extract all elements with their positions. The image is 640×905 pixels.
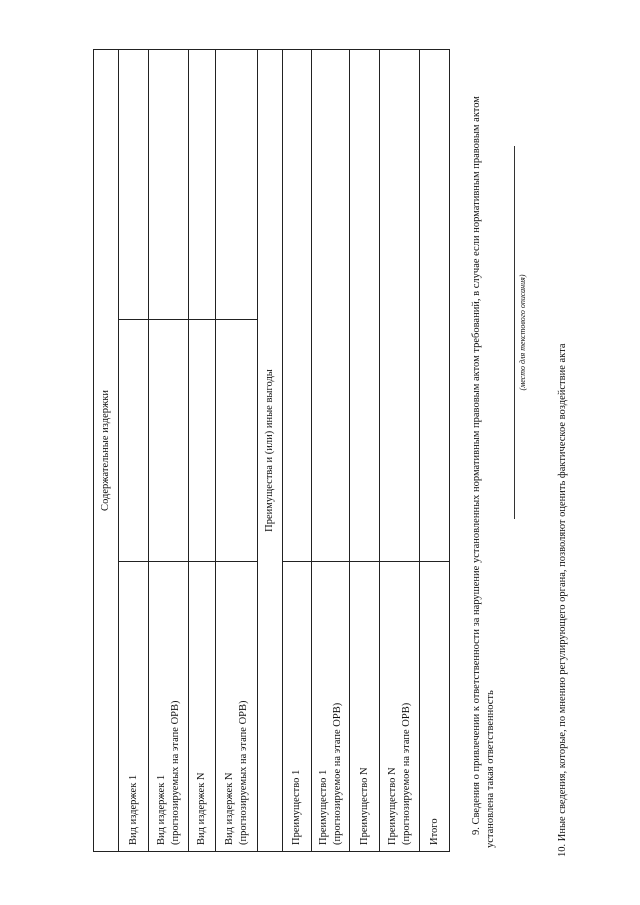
cost-row-label (216, 562, 258, 852)
table-row (189, 49, 216, 851)
table-cell (119, 49, 149, 319)
benefit-row-label: Преимущество 1 (283, 562, 312, 852)
table-cell (149, 320, 189, 562)
table-row (149, 49, 189, 851)
cost-row-label-line1: Вид издержек 1 (156, 774, 168, 845)
table-row (283, 49, 312, 851)
table-cell (312, 49, 350, 561)
benefit-row-label-line2: (прогнозируемое на этапе ОРВ) (400, 702, 412, 845)
cost-row-label-line2: (прогнозируемых на этапе ОРВ) (169, 700, 181, 845)
benefit-row-label-line1: Преимущество N (387, 767, 399, 845)
table-cell (189, 49, 216, 319)
table-row (119, 49, 149, 851)
total-row (420, 49, 450, 851)
total-label: Итого (420, 562, 450, 852)
benefit-row-label-line1: Преимущество 1 (318, 769, 330, 845)
table-cell (350, 49, 380, 561)
benefits-header-row (258, 49, 283, 851)
section-9-caption: (место для текстового описания) (518, 274, 527, 391)
table-cell (149, 49, 189, 319)
cost-row-label: Вид издержек N (189, 562, 216, 852)
table-cell (283, 49, 312, 561)
table-cell (189, 320, 216, 562)
table-row (216, 49, 258, 851)
table-cell (216, 49, 258, 319)
table-row (380, 49, 420, 851)
benefit-row-label (380, 562, 420, 852)
table-cell (216, 320, 258, 562)
table-cell (420, 49, 450, 561)
table-row (350, 49, 380, 851)
table-row (312, 49, 350, 851)
costs-header: Содержательные издержки (94, 49, 119, 851)
costs-header-row (94, 49, 119, 851)
table-cell (119, 320, 149, 562)
cost-row-label-line1: Вид издержек N (224, 772, 236, 845)
benefit-row-label-line2: (прогнозируемое на этапе ОРВ) (331, 702, 343, 845)
costs-benefits-table (93, 49, 450, 852)
section-9-text: 9. Сведения о привлечении к ответственности за нарушение установленных нормативным правовым актом требований, в случае если нормативным правовым актом установлена такая ответственность (471, 96, 496, 848)
benefits-header: Преимущества и (или) иные выгоды (258, 49, 283, 851)
benefit-row-label (312, 562, 350, 852)
benefit-row-label: Преимущество N (350, 562, 380, 852)
cost-row-label (149, 562, 189, 852)
cost-row-label-line2: (прогнозируемых на этапе ОРВ) (237, 700, 249, 845)
cost-row-label: Вид издержек 1 (119, 562, 149, 852)
table-cell (380, 49, 420, 561)
section-10-text: 10. Иные сведения, которые, по мнению регулирующего органа, позволяют оценить фактическое воздействие акта (557, 343, 568, 857)
section-9-answer-line (514, 146, 515, 519)
